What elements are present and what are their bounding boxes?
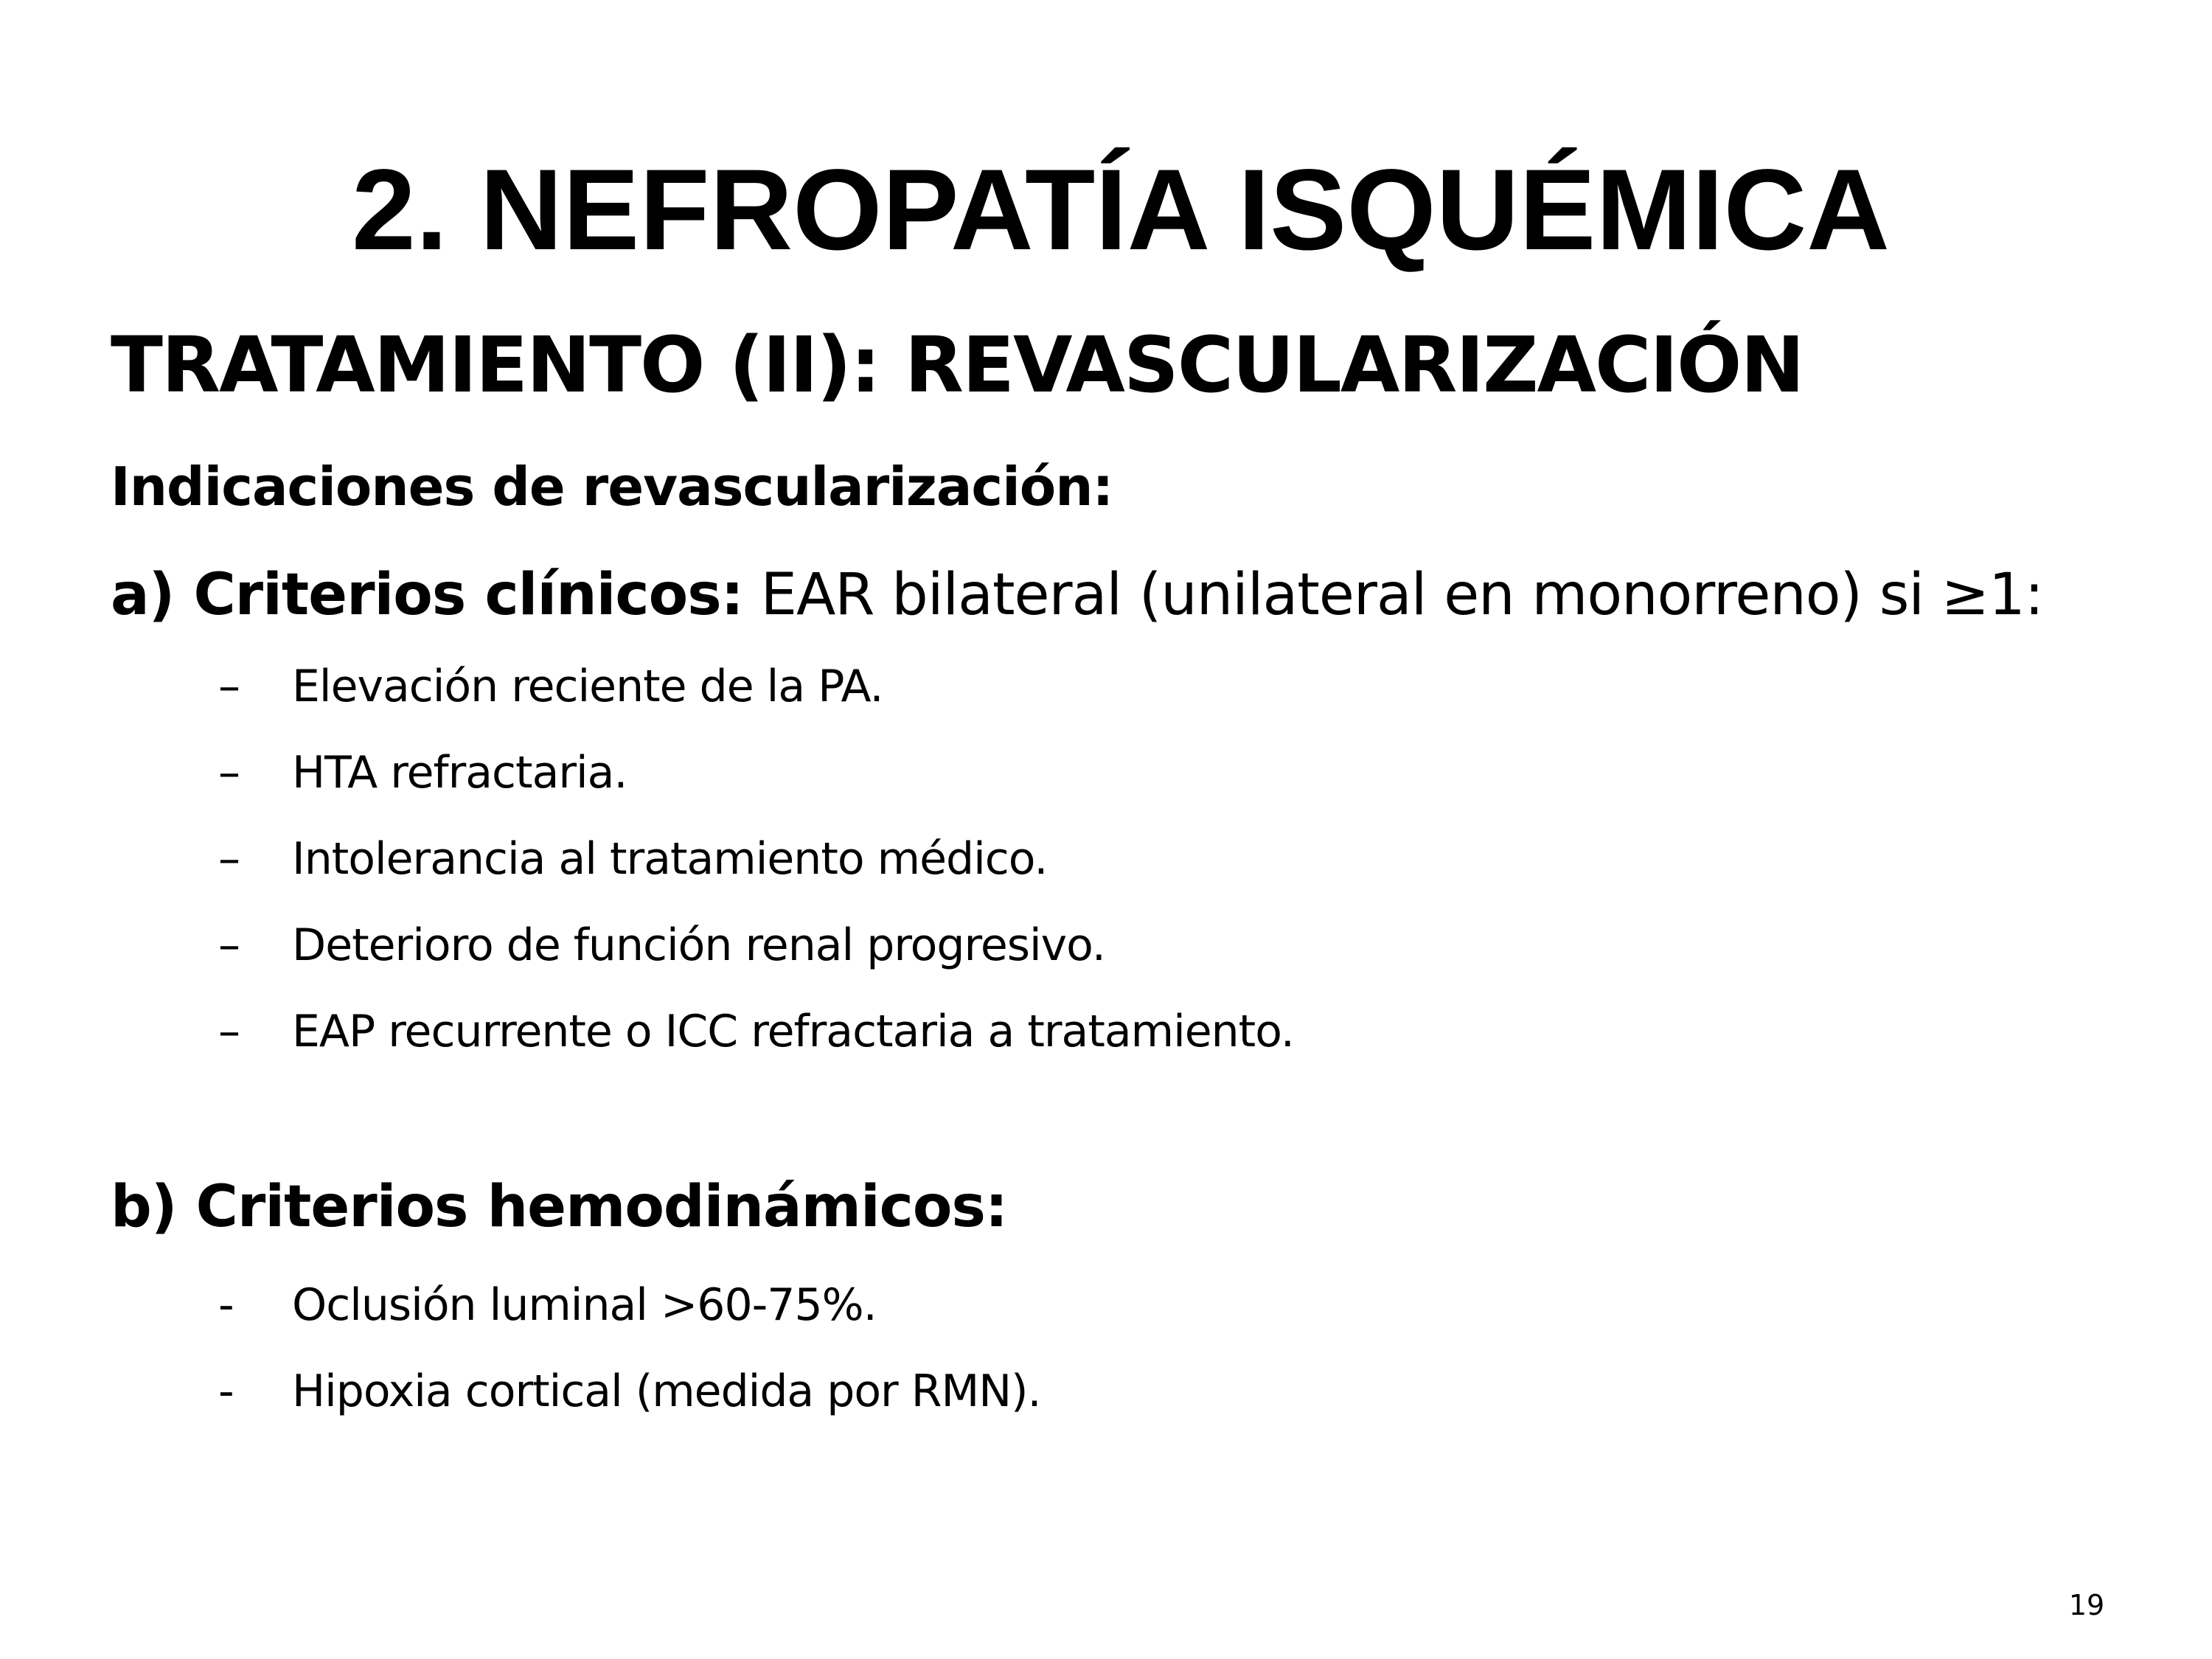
list-item-text: EAP recurrente o ICC refractaria a tratamiento.	[292, 1006, 1294, 1057]
list-item	[218, 816, 1294, 902]
list-item-text: Hipoxia cortical (medida por RMN).	[292, 1366, 1041, 1417]
section-a-text: EAR bilateral (unilateral en monorreno) si ≥1:	[742, 562, 2044, 628]
list-item-text: Oclusión luminal >60-75%.	[292, 1279, 877, 1331]
dash-marker: –	[218, 1006, 240, 1057]
list-item-text: Elevación reciente de la PA.	[292, 661, 883, 712]
section-a-heading	[111, 554, 2043, 636]
list-item-text: Intolerancia al tratamiento médico.	[292, 833, 1048, 885]
dash-marker: –	[218, 919, 240, 971]
section-b-heading: b) Criterios hemodinámicos:	[111, 1174, 1008, 1240]
list-item	[218, 902, 1294, 989]
list-item	[218, 1262, 1041, 1349]
slide-subtitle: TRATAMIENTO (II): REVASCULARIZACIÓN	[111, 320, 1804, 410]
list-item	[218, 1349, 1041, 1435]
section-a-list	[218, 644, 1294, 1075]
indications-heading: Indicaciones de revascularización:	[111, 456, 1113, 518]
list-item-text: Deterioro de función renal progresivo.	[292, 919, 1105, 971]
dash-marker: –	[218, 833, 240, 885]
section-a-label: a) Criterios clínicos:	[111, 562, 743, 628]
page-number: 19	[2068, 1589, 2105, 1621]
dash-marker: –	[218, 747, 240, 799]
slide-title: 2. NEFROPATÍA ISQUÉMICA	[352, 146, 1890, 274]
hyphen-marker: -	[218, 1366, 234, 1417]
list-item	[218, 644, 1294, 730]
list-item-text: HTA refractaria.	[292, 747, 627, 799]
list-item	[218, 989, 1294, 1075]
hyphen-marker: -	[218, 1279, 234, 1331]
dash-marker: –	[218, 661, 240, 712]
section-b-list	[218, 1262, 1041, 1435]
list-item	[218, 730, 1294, 816]
